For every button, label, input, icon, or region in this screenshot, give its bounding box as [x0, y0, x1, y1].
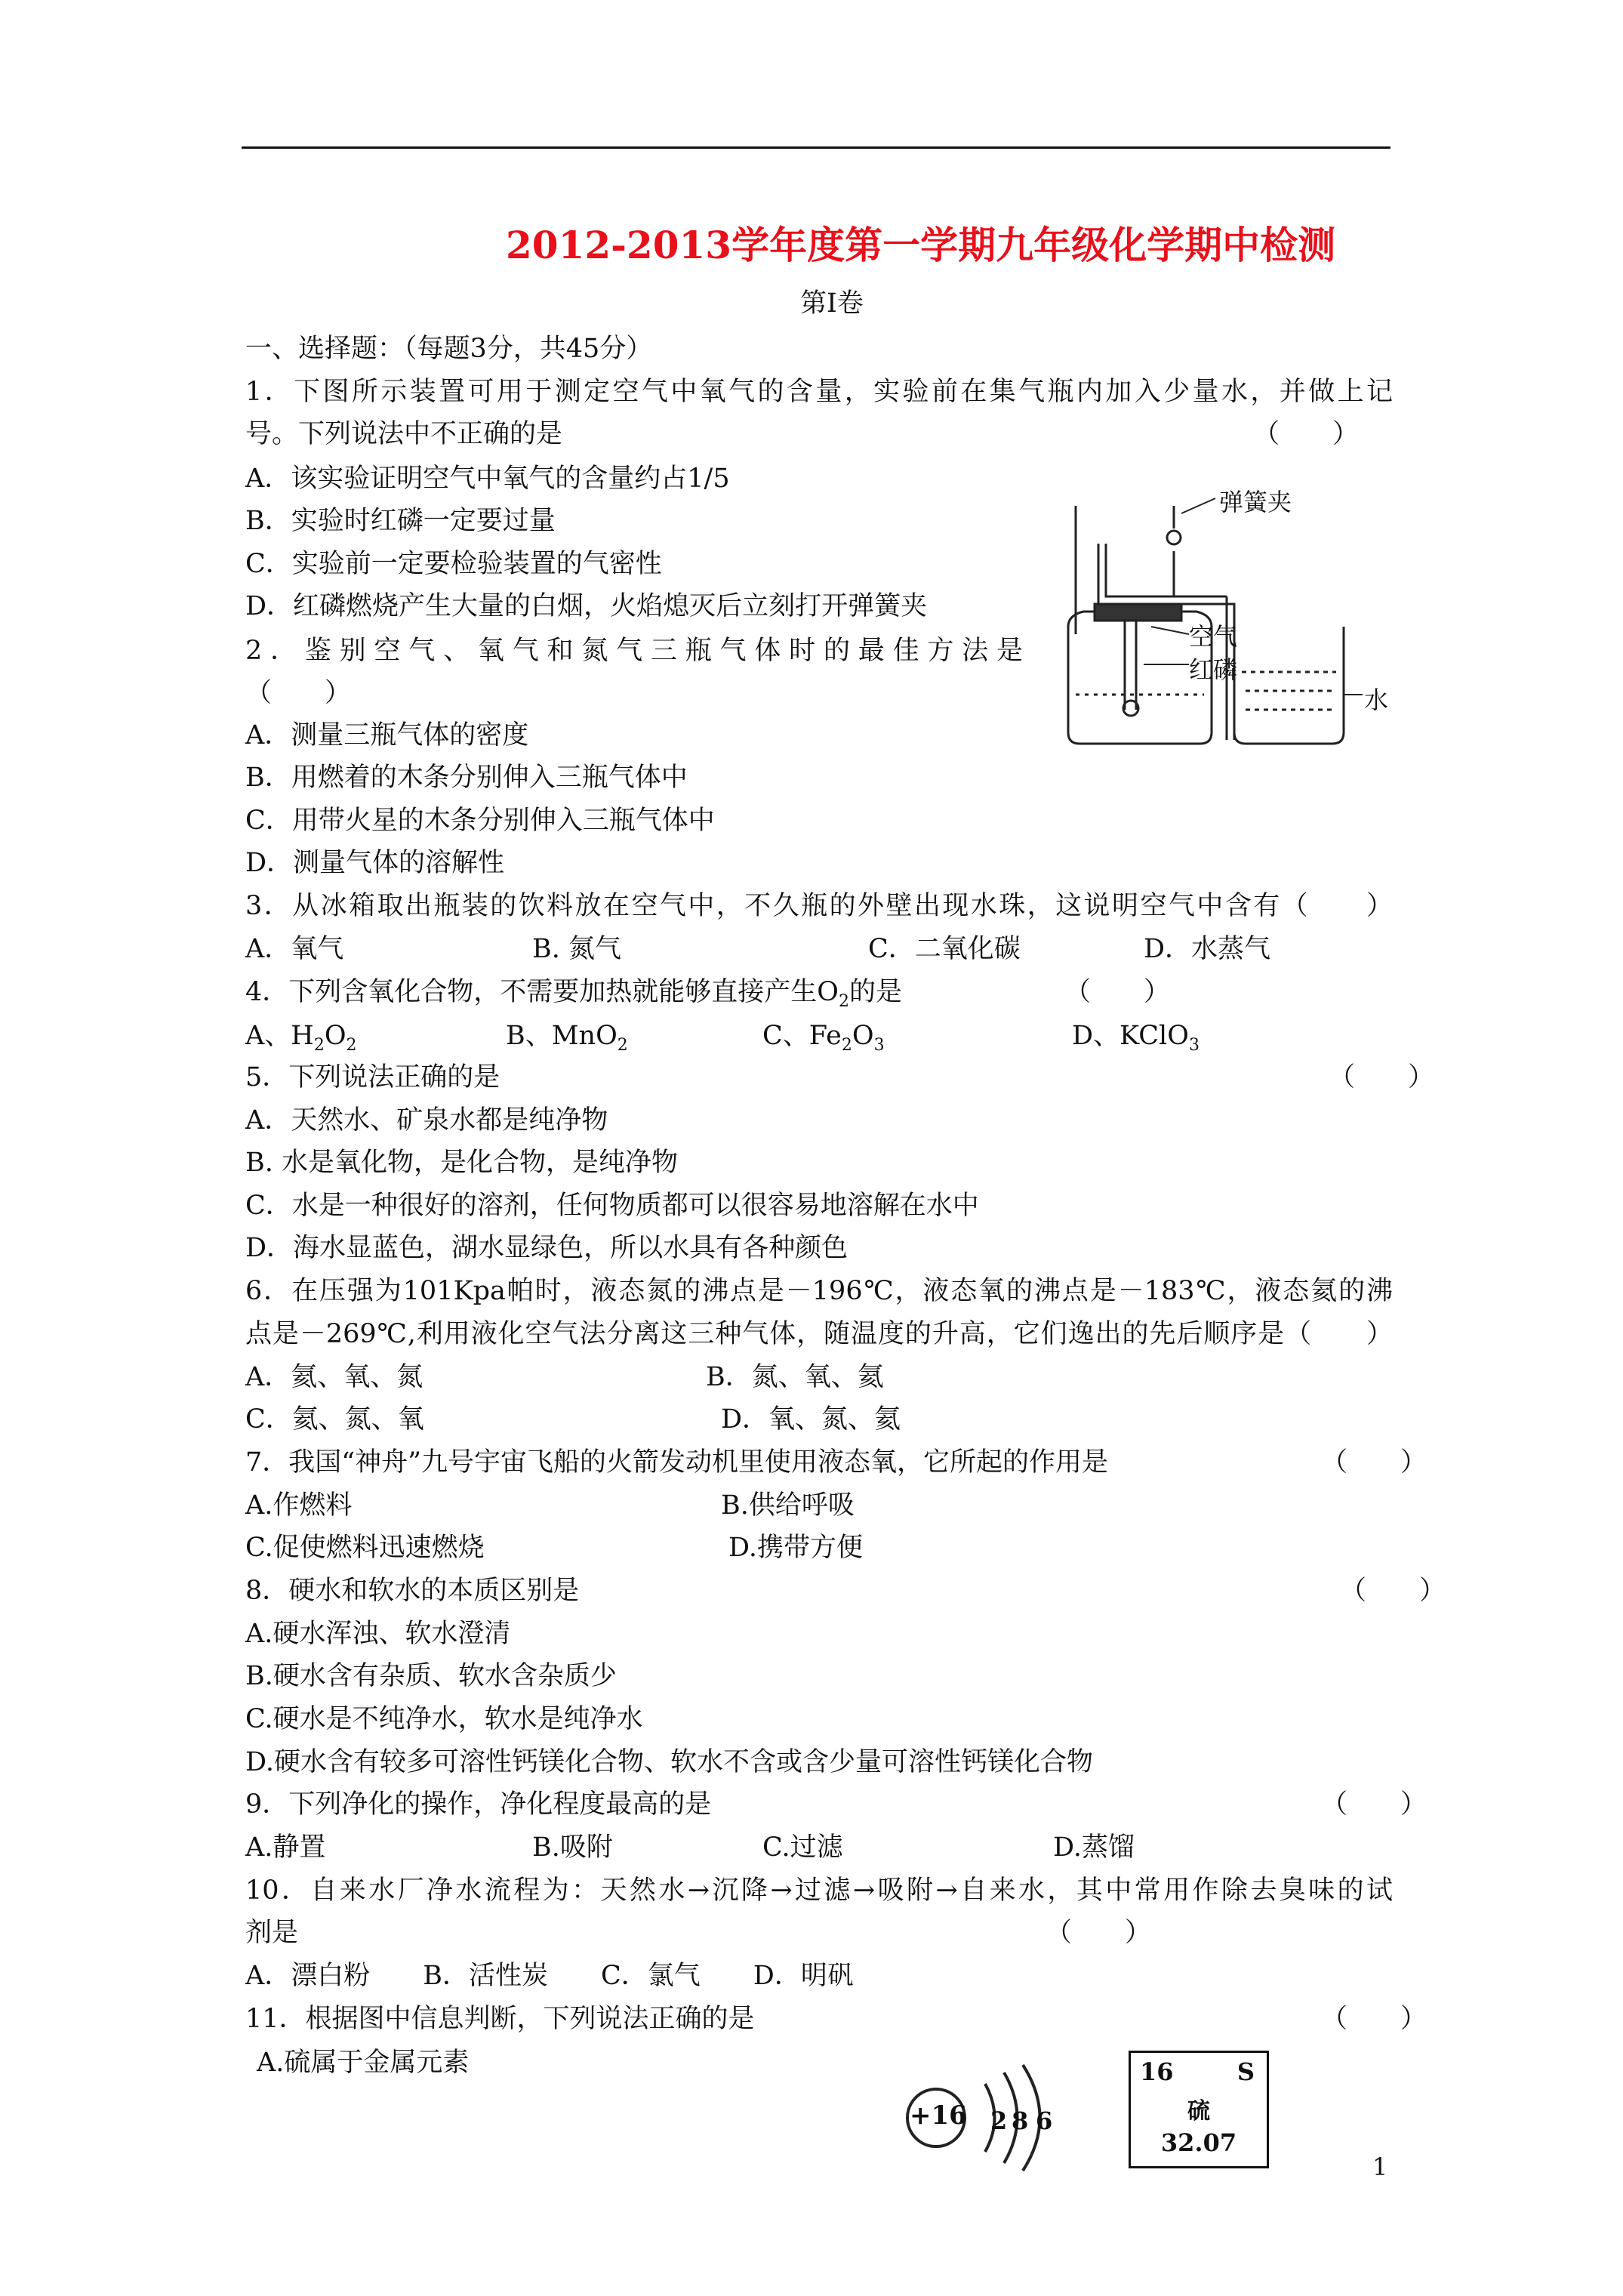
q6-option-c: C．氦、氮、氧 [245, 1404, 424, 1435]
oxygen-apparatus-figure [1053, 483, 1389, 755]
q5-option-b: B. 水是氧化物，是化合物，是纯净物 [245, 1148, 678, 1178]
q2-option-b: B．用燃着的木条分别伸入三瓶气体中 [245, 763, 688, 793]
clamp-label: 弹簧夹 [1219, 488, 1292, 516]
shell-2-count: 8 [1012, 2106, 1029, 2135]
water-label: 水 [1364, 686, 1389, 714]
phosphorus-label: 红磷 [1189, 655, 1238, 684]
q8-option-b: B.硬水含有杂质、软水含杂质少 [245, 1661, 617, 1691]
q4-option-c: C、$Fe_2O_3$ [762, 1021, 885, 1055]
q11-option-a: A.硫属于金属元素 [257, 2048, 470, 2078]
sulfur-atom-diagram [902, 2061, 1076, 2174]
q2-option-c: C．用带火星的木条分别伸入三瓶气体中 [245, 806, 715, 836]
q6-option-b: B．氮、氧、氦 [706, 1362, 884, 1392]
q9-option-d: D.蒸馏 [1053, 1832, 1135, 1863]
section-heading: 一、选择题：（每题3分，共45分） [245, 334, 653, 364]
q1-stem-line1: 1．下图所示装置可用于测定空气中氧气的含量，实验前在集气瓶内加入少量水，并做上记 [245, 377, 1393, 407]
q9-stem: 9．下列净化的操作，净化程度最高的是 [245, 1789, 712, 1820]
q3-stem: 3．从冰箱取出瓶装的饮料放在空气中，不久瓶的外壁出现水珠，这说明空气中含有（ ） [245, 891, 1393, 921]
q10-answer-paren: （ ） [1046, 1918, 1152, 1948]
q7-option-a: A.作燃料 [245, 1490, 353, 1521]
q8-stem: 8．硬水和软水的本质区别是 [245, 1576, 580, 1606]
shell-1-count: 2 [990, 2106, 1008, 2135]
q8-answer-paren: （ ） [1340, 1576, 1446, 1606]
q4-option-b: B、MnO$_2$ [506, 1021, 628, 1055]
q4-answer-paren: （ ） [1064, 977, 1171, 1007]
q10-stem-line2: 剂是 [245, 1918, 299, 1948]
page-number: 1 [1372, 2153, 1388, 2181]
page-title: 2012-2013学年度第一学期九年级化学期中检测 [506, 223, 1336, 267]
q8-option-d: D.硬水含有较多可溶性钙镁化合物、软水不含或含少量可溶性钙镁化合物 [245, 1747, 1093, 1777]
q5-option-a: A．天然水、矿泉水都是纯净物 [245, 1105, 608, 1136]
q11-answer-paren: （ ） [1321, 2004, 1427, 2034]
q5-stem: 5．下列说法正确的是 [245, 1062, 500, 1093]
q3-option-d: D．水蒸气 [1144, 934, 1271, 964]
q9-option-c: C.过滤 [762, 1832, 843, 1863]
q9-option-b: B.吸附 [532, 1832, 613, 1863]
q10-options: A．漂白粉 B．活性炭 C．氯气 D．明矾 [245, 1961, 854, 1991]
q6-stem-line2: 点是－269℃,利用液化空气法分离这三种气体，随温度的升高，它们逸出的先后顺序是（ ） [245, 1319, 1393, 1349]
q3-option-b: B. 氮气 [532, 934, 621, 964]
volume-label: 第I卷 [800, 288, 864, 319]
q1-option-a: A．该实验证明空气中氧气的含量约占1/5 [245, 464, 730, 494]
q7-option-b: B.供给呼吸 [721, 1490, 855, 1521]
q6-option-d: D．氧、氮、氦 [721, 1404, 901, 1435]
q5-option-d: D．海水显蓝色，湖水显绿色，所以水具有各种颜色 [245, 1233, 848, 1263]
q5-answer-paren: （ ） [1329, 1062, 1435, 1093]
q3-option-c: C．二氧化碳 [868, 934, 1021, 964]
q9-option-a: A.静置 [245, 1832, 326, 1863]
atomic-mass: 32.07 [1160, 2128, 1237, 2157]
element-name: 硫 [1187, 2098, 1210, 2125]
q3-option-a: A．氧气 [245, 934, 344, 964]
air-label: 空气 [1189, 622, 1238, 651]
q7-option-c: C.促使燃料迅速燃烧 [245, 1533, 485, 1563]
q2-option-d: D．测量气体的溶解性 [245, 848, 505, 878]
q5-option-c: C．水是一种很好的溶剂，任何物质都可以很容易地溶解在水中 [245, 1191, 979, 1221]
shell-3-count: 6 [1036, 2106, 1053, 2135]
q1-option-b: B．实验时红磷一定要过量 [245, 506, 556, 536]
q6-stem-line1: 6．在压强为101Kpa帕时，液态氮的沸点是－196℃，液态氧的沸点是－183℃，液态氦的沸 [245, 1276, 1393, 1306]
sulfur-element-cell [1129, 2051, 1269, 2168]
q1-answer-paren: （ ） [1253, 419, 1360, 449]
q6-option-a: A．氦、氧、氮 [245, 1362, 423, 1392]
atomic-number: 16 [1140, 2057, 1174, 2086]
q1-option-d: D．红磷燃烧产生大量的白烟，火焰熄灭后立刻打开弹簧夹 [245, 591, 928, 621]
q11-stem: 11．根据图中信息判断，下列说法正确的是 [245, 2004, 755, 2034]
q7-option-d: D.携带方便 [728, 1533, 863, 1563]
q8-option-c: C.硬水是不纯净水，软水是纯净水 [245, 1704, 643, 1734]
q1-option-c: C．实验前一定要检验装置的气密性 [245, 549, 662, 579]
q2-option-a: A．测量三瓶气体的密度 [245, 720, 529, 750]
q1-stem-line2: 号。下列说法中不正确的是 [245, 419, 563, 449]
q4-option-d: D、KClO$_3$ [1072, 1021, 1200, 1055]
q2-stem: 2．鉴别空气、氧气和氮气三瓶气体时的最佳方法是 [245, 636, 1023, 666]
q10-stem-line1: 10．自来水厂净水流程为：天然水→沉降→过滤→吸附→自来水，其中常用作除去臭味的试 [245, 1875, 1393, 1906]
q7-stem: 7．我国“神舟”九号宇宙飞船的火箭发动机里使用液态氧，它所起的作用是 [245, 1447, 1109, 1478]
nucleus-charge: +16 [910, 2100, 967, 2131]
element-symbol: S [1236, 2057, 1255, 2086]
q2-answer-paren: （ ） [245, 678, 352, 708]
q4-option-a: A、$H_2O_2$ [245, 1021, 357, 1055]
q7-answer-paren: （ ） [1321, 1447, 1427, 1478]
q8-option-a: A.硬水浑浊、软水澄清 [245, 1619, 511, 1649]
q9-answer-paren: （ ） [1321, 1789, 1427, 1820]
q4-stem: 4．下列含氧化合物，不需要加热就能够直接产生$O_2$的是 [245, 977, 902, 1011]
top-rule [242, 146, 1390, 149]
